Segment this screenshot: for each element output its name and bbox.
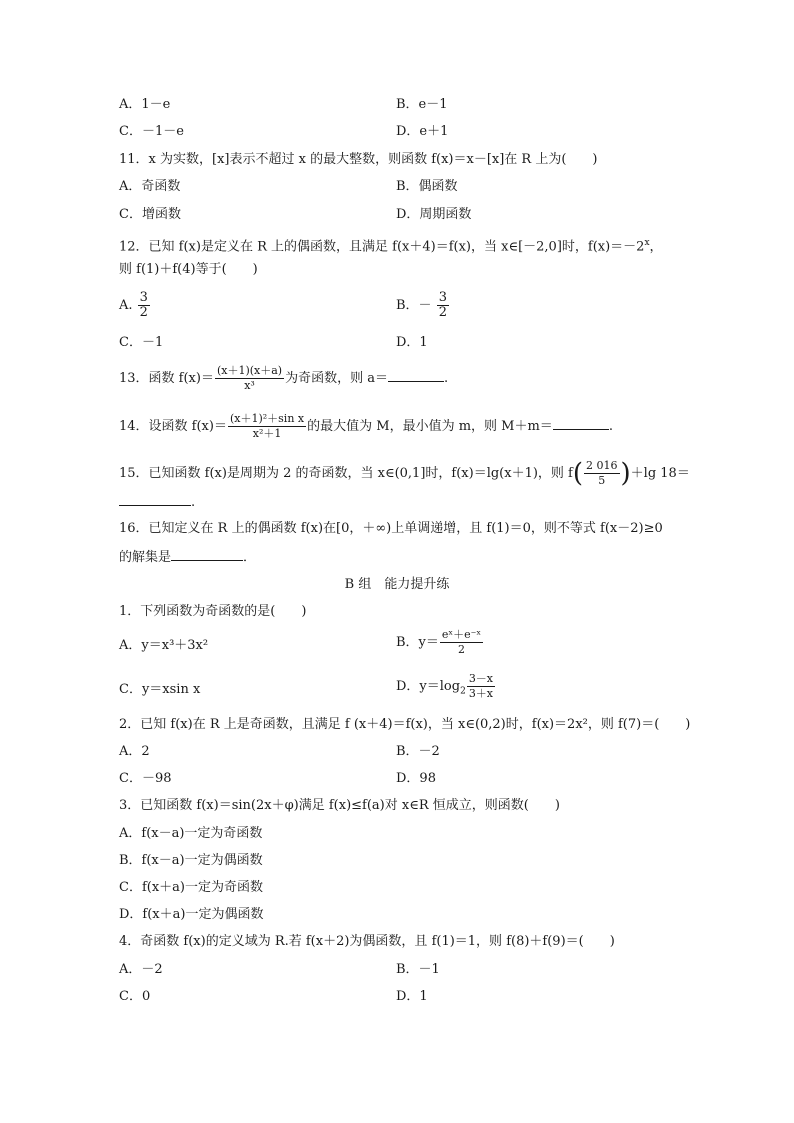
q12-option-a [119,291,151,320]
q14-end: . [608,419,613,434]
q14-prefix: 14．设函数 f(x)＝ [119,419,227,434]
b4-option-c: C．0 [119,989,151,1004]
q16-answer-blank[interactable] [171,548,243,561]
q13-suffix: 为奇函数，则 a＝ [285,371,388,386]
q14-suffix: 的最大值为 M，最小值为 m，则 M＋m＝ [307,419,553,434]
q15-answer-line [119,493,195,512]
q16-stem-line1: 16．已知定义在 R 上的偶函数 f(x)在[0，＋∞)上单调递增，且 f(1)＝0，则不等式 f(x－2)≥0 [119,521,663,536]
b3-stem: 3．已知函数 f(x)＝sin(2x＋φ)满足 f(x)≤f(a)对 x∈R 恒成立，则函数( ) [119,798,560,813]
b1-option-b-den: 2 [457,643,465,656]
b3-option-d: D．f(x＋a)一定为偶函数 [119,907,264,922]
b1-option-d-prefix: D．y＝log [396,679,461,694]
q16-prefix: 的解集是 [119,550,172,565]
q15-stem [119,459,690,488]
q11-stem: 11．x 为实数，[x]表示不超过 x 的最大整数，则函数 f(x)＝x－[x]在 R 上为( ) [119,152,598,167]
q15-end: . [191,495,196,510]
q12-option-b-fraction [437,291,449,320]
q12-option-b [396,291,450,320]
q12-stem-text: 12．已知 f(x)是定义在 R 上的偶函数，且满足 f(x＋4)＝f(x)，当 x∈[－2,0]时，f(x)＝－2 [119,239,645,255]
b1-option-d-num: 3－x [468,672,494,685]
b2-stem: 2．已知 f(x)在 R 上是奇函数，且满足 f (x＋4)＝f(x)，当 x∈(0,2)时，f(x)＝2x²，则 f(7)＝( ) [119,717,691,732]
b1-option-d-base: 2 [460,686,466,697]
q10-option-c: C．－1－e [119,124,184,139]
b1-option-a: A．y＝x³＋3x² [119,638,209,653]
q12-option-c: C．－1 [119,335,164,350]
q14-fraction [228,412,306,441]
b1-option-b-num: eˣ＋e⁻ˣ [441,628,482,641]
q15-den: 5 [598,474,606,487]
q12-option-a-den: 2 [139,305,148,320]
q15-prefix: 15．已知函数 f(x)是周期为 2 的奇函数，当 x∈(0,1]时，f(x)＝lg(x＋1)，则 f [119,466,573,481]
b2-option-b: B．－2 [396,744,440,759]
q15-num: 2 016 [586,459,618,472]
q13-den: x³ [244,379,255,392]
b1-option-b [396,628,484,657]
q15-suffix: ＋lg 18＝ [630,466,690,481]
q16-stem-line2 [119,548,256,567]
b1-option-b-prefix: B．y＝ [396,635,439,650]
q12-option-b-num: 3 [438,290,447,305]
q12-stem-line2: 则 f(1)＋f(4)等于( ) [119,262,258,277]
b1-option-d-den: 3＋x [468,687,494,700]
section-b-title: B 组 能力提升练 [344,577,450,592]
q14-answer-blank[interactable] [553,417,609,430]
b3-option-c: C．f(x＋a)一定为奇函数 [119,880,263,895]
b3-option-b: B．f(x－a)一定为偶函数 [119,853,263,868]
b4-stem: 4．奇函数 f(x)的定义域为 R.若 f(x＋2)为偶函数，且 f(1)＝1，则 f(8)＋f(9)＝( ) [119,934,615,949]
q13-stem [119,364,448,393]
b2-option-c: C．－98 [119,771,172,786]
b1-stem: 1．下列函数为奇函数的是( ) [119,604,307,619]
q10-option-d: D．e＋1 [396,124,449,139]
q14-num: (x＋1)²＋sin x [229,412,305,425]
q10-option-b: B．e－1 [396,97,448,112]
q13-num: (x＋1)(x＋a) [216,364,283,377]
q11-option-b: B．偶函数 [396,179,458,194]
q14-den: x²＋1 [252,427,282,440]
q15-answer-blank[interactable] [119,493,191,506]
q12-option-d: D．1 [396,335,428,350]
b4-option-b: B．－1 [396,962,440,977]
q15-right-paren: ) [620,458,631,489]
q15-left-paren: ( [572,458,584,489]
b1-option-c: C．y＝xsin x [119,682,201,697]
q16-end: ． [243,550,257,565]
b2-option-a: A．2 [119,744,150,759]
q13-answer-blank[interactable] [388,369,444,382]
q12-option-b-prefix: B．－ [396,298,432,313]
q12-stem-line1 [119,234,663,256]
b1-option-b-fraction [440,628,483,657]
q15-fraction [584,459,620,488]
q13-prefix: 13．函数 f(x)＝ [119,371,214,386]
q12-option-a-fraction [138,291,150,320]
q13-end: . [444,371,449,386]
b4-option-a: A．－2 [119,962,163,977]
b3-option-a: A．f(x－a)一定为奇函数 [119,826,263,841]
b1-option-d [396,672,496,701]
q12-option-a-prefix: A. [119,298,133,313]
b1-option-d-fraction [467,672,495,701]
q12-option-b-den: 2 [438,305,447,320]
b4-option-d: D．1 [396,989,428,1004]
q11-option-a: A．奇函数 [119,179,181,194]
q12-option-a-num: 3 [139,290,148,305]
q11-option-c: C．增函数 [119,207,181,222]
q14-stem [119,412,613,441]
q11-option-d: D．周期函数 [396,207,472,222]
q13-fraction [215,364,284,393]
q12-stem-end: ， [649,239,663,255]
q12-exponent: x [644,238,650,248]
b2-option-d: D．98 [396,771,436,786]
q10-option-a: A．1－e [119,97,171,112]
